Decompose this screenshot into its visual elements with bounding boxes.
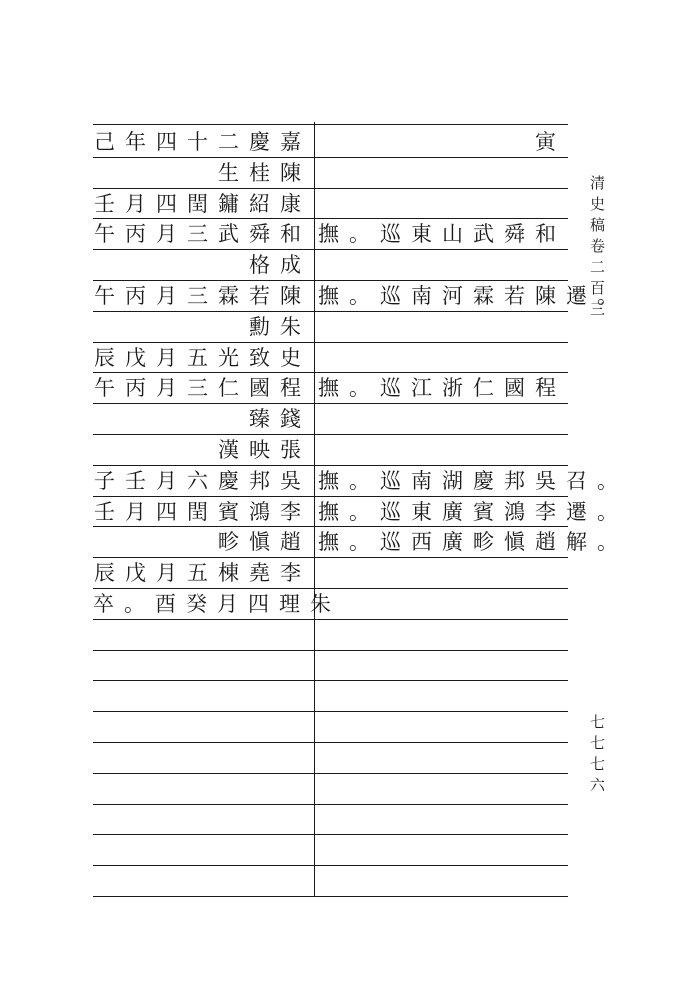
post-entry-cell <box>318 189 566 219</box>
post-entry-cell <box>318 743 566 773</box>
post-entry-cell <box>318 866 566 896</box>
post-entry-cell <box>318 250 566 280</box>
official-entry-cell <box>93 681 311 711</box>
post-entry-cell <box>318 835 566 865</box>
post-entry-cell <box>318 774 566 804</box>
official-entry-cell: 辰戊月五光致史 <box>94 345 311 370</box>
official-entry-cell <box>93 805 311 835</box>
column-divider <box>314 122 315 897</box>
official-entry-cell: 壬月四閏賓鴻李 <box>94 499 311 524</box>
post-entry-cell <box>318 435 566 465</box>
official-entry-cell: 畛愼趙 <box>218 530 311 555</box>
official-entry-cell: 子壬月六慶邦吳 <box>94 468 311 493</box>
header-right-cell: 寅 <box>535 130 566 154</box>
post-entry-cell: 撫。巡南湖慶邦吳召。 <box>318 468 628 493</box>
official-entry-cell <box>93 743 311 773</box>
official-entry-cell: 生桂陳 <box>218 160 311 185</box>
official-entry-cell: 午丙月三武舜和 <box>94 222 311 247</box>
post-entry-cell <box>318 805 566 835</box>
official-entry-cell: 漢映張 <box>218 438 311 462</box>
post-entry-cell: 撫。巡江浙仁國程 <box>318 376 566 401</box>
post-entry-cell: 撫。巡東山武舜和 <box>318 222 566 247</box>
post-entry-cell <box>318 158 566 188</box>
official-entry-cell: 卒。酉癸月四理朱 <box>93 592 341 616</box>
post-entry-cell: 撫。巡西廣畛愼趙解。 <box>318 530 628 555</box>
official-entry-cell <box>93 712 311 742</box>
official-entry-cell: 格成 <box>249 253 311 278</box>
page-number: 七七七六 <box>588 714 606 798</box>
row-rule <box>93 896 568 897</box>
top-rule <box>93 124 568 125</box>
post-entry-cell: 撫。巡南河霖若陳遷。 <box>318 284 628 308</box>
official-entry-cell <box>93 620 311 650</box>
post-entry-cell <box>318 651 566 681</box>
official-entry-cell: 勳朱 <box>249 314 311 339</box>
official-entry-cell <box>93 835 311 865</box>
post-entry-cell <box>318 620 566 650</box>
official-entry-cell: 辰戊月五棟堯李 <box>94 561 311 586</box>
official-entry-cell <box>93 866 311 896</box>
post-entry-cell: 撫。巡東廣賓鴻李遷。 <box>318 499 628 524</box>
post-entry-cell <box>318 712 566 742</box>
post-entry-cell <box>318 404 566 434</box>
post-entry-cell <box>318 312 566 342</box>
post-entry-cell <box>318 681 566 711</box>
book-title: 清史稿卷二百三 <box>588 175 606 322</box>
post-entry-cell <box>318 343 566 373</box>
official-entry-cell: 臻錢 <box>249 407 311 432</box>
post-entry-cell <box>318 558 566 588</box>
post-entry-cell <box>318 589 566 619</box>
official-entry-cell <box>93 774 311 804</box>
header-left-cell: 己年四十二慶嘉 <box>94 130 311 154</box>
official-entry-cell: 午丙月三霖若陳 <box>94 284 311 308</box>
official-entry-cell: 午丙月三仁國程 <box>94 376 311 401</box>
official-entry-cell <box>93 651 311 681</box>
official-entry-cell: 壬月四閏鏞紹康 <box>94 191 311 216</box>
